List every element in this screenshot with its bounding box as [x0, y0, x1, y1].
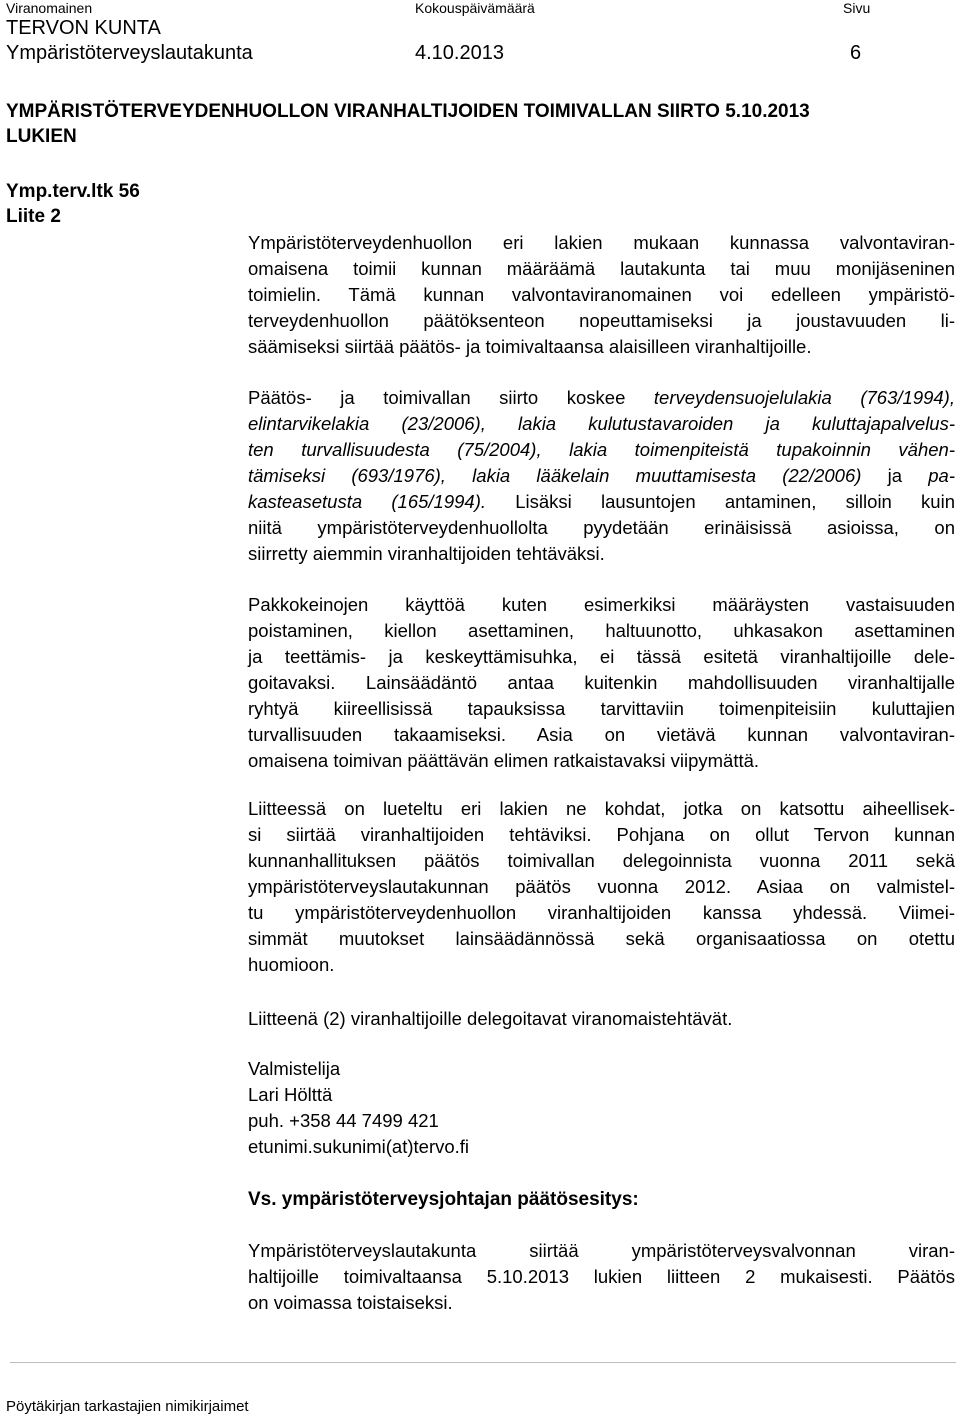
paragraph-line: Ympäristöterveyslautakunta siirtää ympäristöterveysvalvonnan viran-	[248, 1240, 955, 1261]
paragraph-line: kunnanhallituksen päätös toimivallan delegoinnista vuonna 2011 sekä	[248, 850, 955, 871]
paragraph-line: simmät muutokset lainsäädännössä sekä organisaatiossa on otettu	[248, 928, 955, 949]
header-org-name: TERVON KUNTA	[6, 17, 161, 39]
paragraph-2	[248, 385, 955, 567]
header-body-name: Ympäristöterveyslautakunta	[6, 42, 253, 64]
paragraph-line: turvallisuuden takaamiseksi. Asia on vietävä kunnan valvontaviran-	[248, 724, 955, 745]
header-authority-label: Viranomainen	[6, 0, 93, 16]
header-page-number: 6	[850, 42, 862, 64]
preparer-phone: puh. +358 44 7499 421	[248, 1110, 439, 1131]
paragraph-5	[248, 1006, 955, 1032]
paragraph-line: Päätös- ja toimivallan siirto koskee terveydensuojelulakia (763/1994),	[248, 387, 955, 408]
paragraph-line: niitä ympäristöterveydenhuollolta pyydetään erinäisissä asioissa, on	[248, 517, 955, 538]
document-title-line1: YMPÄRISTÖTERVEYDENHUOLLON VIRANHALTIJOIDEN TOIMIVALLAN SIIRTO 5.10.2013	[6, 101, 810, 122]
paragraph-line: haltijoille toimivaltaansa 5.10.2013 lukien liitteen 2 mukaisesti. Päätös	[248, 1266, 955, 1287]
paragraph-line: poistaminen, kiellon asettaminen, haltuunotto, uhkasakon asettaminen	[248, 620, 955, 641]
paragraph-line: huomioon.	[248, 954, 335, 975]
section-reference: Ymp.terv.ltk 56	[6, 181, 140, 202]
paragraph-line: säämiseksi siirtää päätös- ja toimivaltaansa alaisilleen viranhaltijoille.	[248, 336, 812, 357]
paragraph-line: Ympäristöterveydenhuollon eri lakien mukaan kunnassa valvontaviran-	[248, 232, 955, 253]
paragraph-line: ja teettämis- ja keskeyttämisuhka, ei tässä esitetä viranhaltijoille dele-	[248, 646, 955, 667]
paragraph-line: ympäristöterveyslautakunnan päätös vuonna 2012. Asiaa on valmistel-	[248, 876, 955, 897]
preparer-name: Lari Hölttä	[248, 1084, 333, 1105]
paragraph-line: omaisena toimii kunnan määräämä lautakunta tai muu monijäseninen	[248, 258, 955, 279]
paragraph-line: omaisena toimivan päättävän elimen ratkaistavaksi viipymättä.	[248, 750, 760, 771]
paragraph-line: Pakkokeinojen käyttöä kuten esimerkiksi määräysten vastaisuuden	[248, 594, 955, 615]
header-meeting-date: 4.10.2013	[415, 42, 504, 64]
footer-divider	[10, 1362, 956, 1363]
paragraph-line: Liitteessä on lueteltu eri lakien ne kohdat, jotka on katsottu aiheellisek-	[248, 798, 955, 819]
proposal-text	[248, 1238, 955, 1316]
paragraph-line: goitavaksi. Lainsäädäntö antaa kuitenkin mahdollisuuden viranhaltijalle	[248, 672, 955, 693]
paragraph-line: kasteasetusta (165/1994). Lisäksi lausuntojen antaminen, silloin kuin	[248, 491, 955, 512]
paragraph-4	[248, 796, 955, 978]
paragraph-line: ryhtyä kiireellisissä tapauksissa tarvittaviin toimenpiteisiin kuluttajien	[248, 698, 955, 719]
paragraph-line: toimielin. Tämä kunnan valvontaviranomainen voi edelleen ympäristö-	[248, 284, 955, 305]
paragraph-line: tu ympäristöterveydenhuollon viranhaltijoiden kanssa yhdessä. Viimei-	[248, 902, 955, 923]
paragraph-line: tämiseksi (693/1976), lakia lääkelain muuttamisesta (22/2006) ja pa-	[248, 465, 956, 486]
paragraph-line: siirretty aiemmin viranhaltijoiden tehtäväksi.	[248, 543, 605, 564]
paragraph-line: Liitteenä (2) viranhaltijoille delegoitavat viranomaistehtävät.	[248, 1008, 733, 1029]
paragraph-line: ten turvallisuudesta (75/2004), lakia toimenpiteistä tupakoinnin vähen-	[248, 439, 955, 460]
paragraph-1	[248, 230, 955, 360]
attachment-reference: Liite 2	[6, 206, 61, 227]
paragraph-line: si siirtää viranhaltijoiden tehtäviksi. Pohjana on ollut Tervon kunnan	[248, 824, 955, 845]
header-page-label: Sivu	[843, 0, 871, 16]
preparer-block	[248, 1056, 955, 1160]
paragraph-line: terveydenhuollon päätöksenteon nopeuttamiseksi ja joustavuuden li-	[248, 310, 955, 331]
paragraph-line: on voimassa toistaiseksi.	[248, 1292, 453, 1313]
preparer-role: Valmistelija	[248, 1058, 341, 1079]
header-date-label: Kokouspäivämäärä	[415, 0, 535, 16]
proposal-heading: Vs. ympäristöterveysjohtajan päätösesitys:	[248, 1189, 639, 1210]
preparer-email: etunimi.sukunimi(at)tervo.fi	[248, 1136, 470, 1157]
document-title-line2: LUKIEN	[6, 126, 77, 147]
footer-signature-label: Pöytäkirjan tarkastajien nimikirjaimet	[6, 1398, 249, 1415]
paragraph-3	[248, 592, 955, 774]
paragraph-line: elintarvikelakia (23/2006), lakia kulutustavaroiden ja kuluttajapalvelus-	[248, 413, 955, 434]
